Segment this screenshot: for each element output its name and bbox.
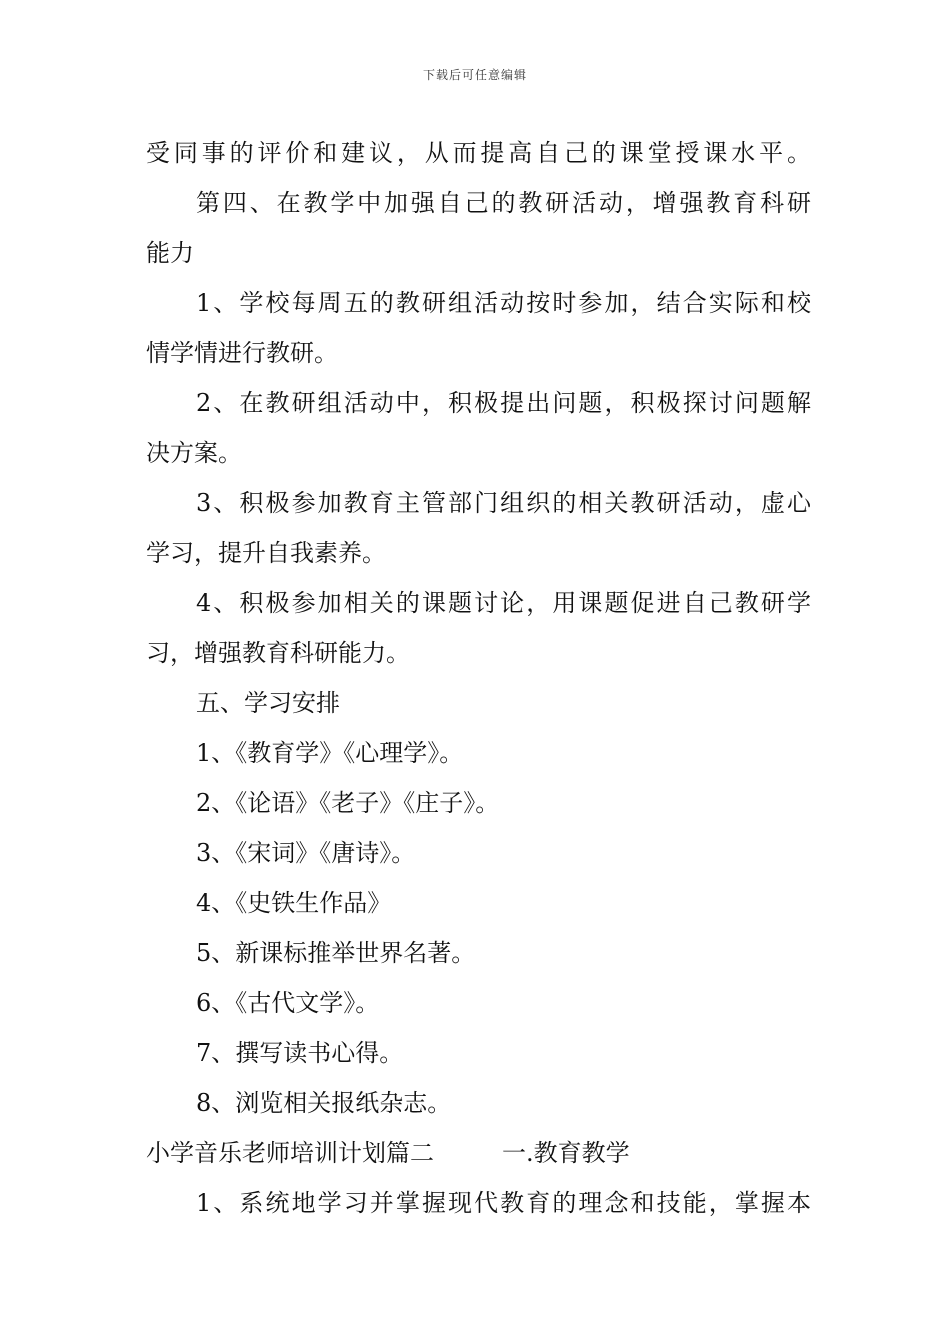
section-heading: 五、学习安排: [196, 689, 340, 717]
paragraph-line: 1、学校每周五的教研组活动按时参加，结合实际和校: [196, 289, 811, 317]
page-header: 下载后可任意编辑: [422, 68, 527, 82]
paragraph-line: 4、积极参加相关的课题讨论，用课题促进自己教研学: [196, 589, 811, 617]
list-item: 1、《教育学》《心理学》。: [196, 739, 464, 767]
list-item: 4、《史铁生作品》: [196, 889, 392, 917]
paragraph-line: 第四、在教学中加强自己的教研活动，增强教育科研: [196, 189, 811, 217]
section-title-line: [146, 1128, 811, 1178]
list-item: 5、新课标推举世界名著。: [196, 939, 476, 967]
paragraph-line: 能力: [146, 239, 194, 267]
paragraph-line: 决方案。: [146, 439, 242, 467]
section-subtitle: 一.教育教学: [502, 1139, 630, 1167]
paragraph-line: 情学情进行教研。: [146, 339, 338, 367]
paragraph-line: 习，增强教育科研能力。: [146, 639, 410, 667]
list-item: 6、《古代文学》。: [196, 989, 380, 1017]
list-item: 3、《宋词》《唐诗》。: [196, 839, 416, 867]
paragraph-line: 受同事的评价和建议，从而提高自己的课堂授课水平。: [146, 139, 811, 167]
paragraph-line: 1、系统地学习并掌握现代教育的理念和技能，掌握本: [196, 1189, 811, 1217]
list-item: 2、《论语》《老子》《庄子》。: [196, 789, 500, 817]
section-title: 小学音乐老师培训计划篇二: [146, 1139, 434, 1167]
paragraph-line: 2、在教研组活动中，积极提出问题，积极探讨问题解: [196, 389, 811, 417]
paragraph-line: 3、积极参加教育主管部门组织的相关教研活动，虚心: [196, 489, 811, 517]
document-body: [146, 128, 811, 1228]
paragraph-line: 学习，提升自我素养。: [146, 539, 386, 567]
list-item: 7、撰写读书心得。: [196, 1039, 404, 1067]
list-item: 8、浏览相关报纸杂志。: [196, 1089, 452, 1117]
